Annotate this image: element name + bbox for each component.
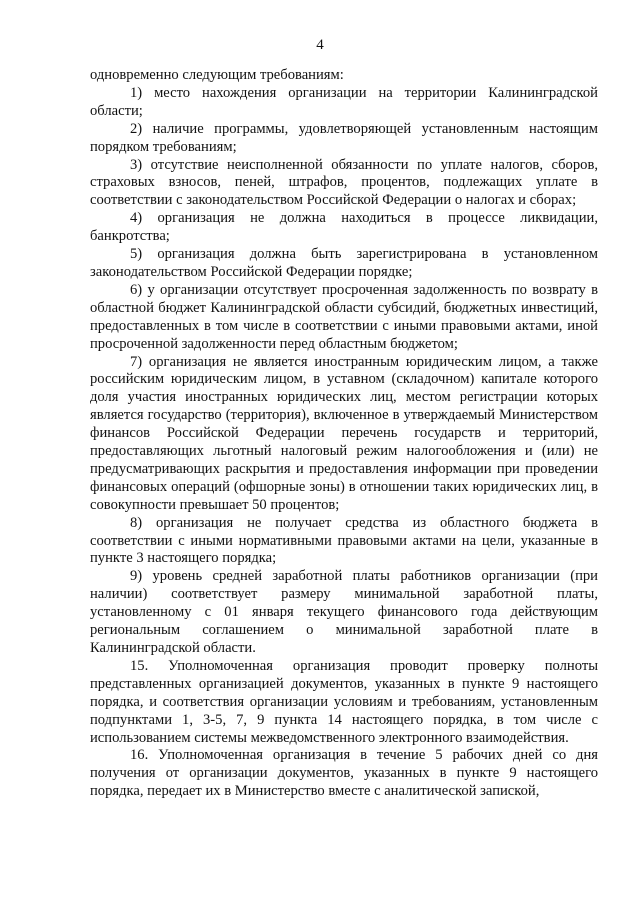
- page-number: 4: [316, 37, 324, 53]
- paragraph: 6) у организации отсутствует просроченная задолженность по возврату в областной бюджет Калининградской области субсидий, бюджетных инвестиций, предоставленных в том числе в соответствии с иными правовыми актами, иной просроченной задолженности перед областным бюджетом;: [90, 281, 598, 352]
- document-body: [90, 67, 598, 801]
- paragraph: 8) организация не получает средства из областного бюджета в соответствии с иными нормативными правовыми актами на цели, указанные в пункте 3 настоящего порядка;: [90, 514, 598, 567]
- paragraph: 1) место нахождения организации на территории Калининградской области;: [90, 84, 598, 119]
- paragraph: одновременно следующим требованиям:: [90, 67, 344, 83]
- paragraph: 2) наличие программы, удовлетворяющей установленным настоящим порядком требованиям;: [90, 120, 598, 155]
- paragraph: 9) уровень средней заработной платы работников организации (при наличии) соответствует размеру минимальной заработной платы, установленному с 01 января текущего финансового года действующим региональным соглашением о минимальной заработной плате в Калининградской области.: [90, 568, 598, 656]
- paragraph: 5) организация должна быть зарегистрирована в установленном законодательством Российской Федерации порядке;: [90, 246, 598, 280]
- paragraph: 4) организация не должна находиться в процессе ликвидации, банкротства;: [90, 210, 598, 245]
- paragraph: 3) отсутствие неисполненной обязанности по уплате налогов, сборов, страховых взносов, пеней, штрафов, процентов, подлежащих уплате в соответствии с законодательством Российской Федерации о налогах и сборах;: [90, 156, 598, 209]
- paragraph: 15. Уполномоченная организация проводит проверку полноты представленных организацией документов, указанных в пункте 9 настоящего порядка, и соответствия организации условиям и требованиям, установленным подпунктами 1, 3-5, 7, 9 пункта 14 настоящего порядка, в том числе с использованием системы межведомственного электронного взаимодействия.: [90, 657, 598, 746]
- paragraph: 16. Уполномоченная организация в течение 5 рабочих дней со дня получения от организации документов, указанных в пункте 9 настоящего порядка, передает их в Министерство вместе с аналитической запиской,: [90, 747, 598, 800]
- paragraph: 7) организация не является иностранным юридическим лицом, а также российским юридическим лицом, в уставном (складочном) капитале которого доля участия иностранных юридических лиц, местом регистрации которых является государство (территория), включенное в утверждаемый Министерством финансов Российской Федерации перечень государств и территорий, предоставляющих льготный налоговый режим налогообложения и (или) не предусматривающих раскрытия и предоставления информации при проведении финансовых операций (офшорные зоны) в отношении таких юридических лиц, в совокупности превышает 50 процентов;: [90, 353, 598, 513]
